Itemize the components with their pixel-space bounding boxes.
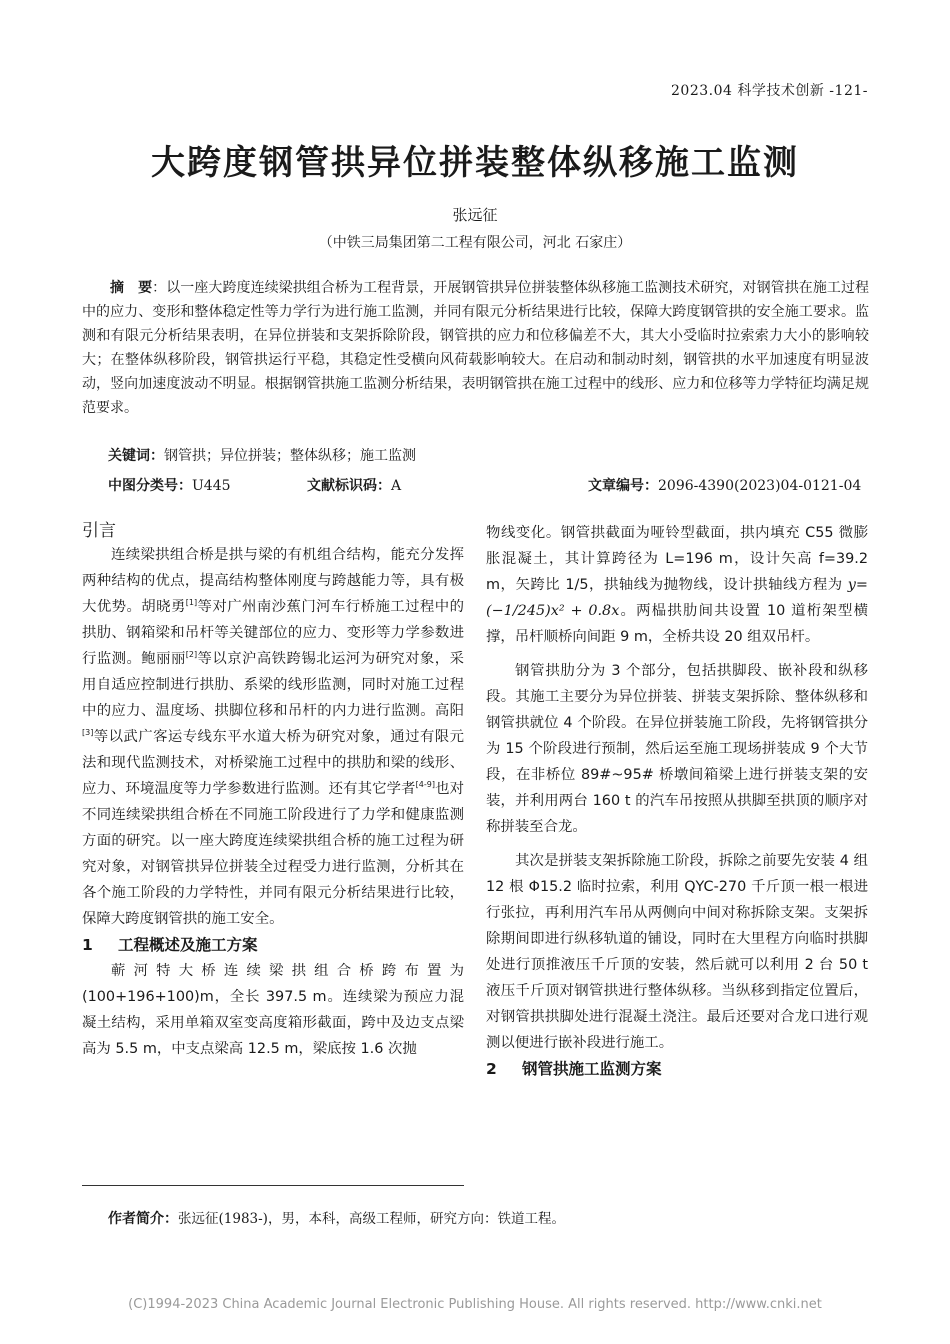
footnote-divider bbox=[82, 1185, 464, 1186]
clc-label: 中图分类号 bbox=[108, 478, 178, 494]
section-1-paragraph: 蕲河特大桥连续梁拱组合桥跨布置为(100+196+100)m，全长 397.5 m。连续梁为预应力混凝土结构，采用单箱双室变高度箱形截面，跨中及边支点梁高为 5.5 m，中支点梁高 12.5 m，梁底按 1.6 次抛 bbox=[82, 963, 464, 1057]
paper-title: 大跨度钢管拱异位拼装整体纵移施工监测 bbox=[151, 143, 799, 183]
author-bio-footnote: 作者简介：张远征(1983-)，男，本科，高级工程师，研究方向：铁道工程。 bbox=[108, 1211, 565, 1227]
clc-value: U445 bbox=[192, 478, 231, 494]
left-column bbox=[82, 520, 464, 1062]
article-number: 文章编号：2096-4390(2023)04-0121-04 bbox=[588, 478, 862, 494]
author-affiliation: （中铁三局集团第二工程有限公司，河北 石家庄） bbox=[318, 235, 632, 251]
keywords: 关键词：钢管拱；异位拼装；整体纵移；施工监测 bbox=[108, 448, 416, 464]
abstract-text: 以一座大跨度连续梁拱组合桥为工程背景，开展钢管拱异位拼装整体纵移施工监测技术研究，对钢管拱在施工过程中的应力、变形和整体稳定性等力学行为进行施工监测，并同有限元分析结果进行比较，保障大跨度钢管拱的安全施工要求。监测和有限元分析结果表明，在异位拼装和支架拆除阶段，钢管拱的应力和位移偏差不大，其大小受临时拉索索力大小的影响较大；在整体纵移阶段，钢管拱运行平稳，其稳定性受横向风荷载影响较大。在启动和制动时刻，钢管拱的水平加速度有明显波动，竖向加速度波动不明显。根据钢管拱施工监测分析结果，表明钢管拱在施工过程中的线形、应力和位移等力学特征均满足规范要求。 bbox=[82, 280, 870, 416]
section-1-heading: 1 工程概述及施工方案 bbox=[82, 936, 258, 954]
arch-segments-paragraph: 钢管拱肋分为 3 个部分，包括拱脚段、嵌补段和纵移段。其施工主要分为异位拼装、拼装支架拆除、整体纵移和钢管拱就位 4 个阶段。在异位拼装施工阶段，先将钢管拱分为 15 个阶段进行预制，然后运至施工现场拼装成 9 个大节段，在非桥位 89#~95# 桥墩间箱梁上进行拼装支架的安装，并利用两台 160 t 的汽车吊按照从拱脚至拱顶的顺序对称拼装至合龙。 bbox=[486, 663, 868, 835]
support-removal-paragraph: 其次是拼装支架拆除施工阶段，拆除之前要先安装 4 组 12 根 Φ15.2 临时拉索，利用 QYC-270 千斤顶一根一根进行张拉，再利用汽车吊从两侧向中间对称拆除支架。支架拆除期间即进行纵移轨道的铺设，同时在大里程方向临时拱脚处进行顶推液压千斤顶的安装，然后就可以利用 2 台 50 t 液压千斤顶对钢管拱进行整体纵移。当纵移到指定位置后，对钢管拱拱脚处进行混凝土浇注。最后还要对合龙口进行观测以便进行嵌补段进行施工。 bbox=[486, 853, 868, 1051]
journal-header: 2023.04 科学技术创新 -121- bbox=[671, 83, 868, 99]
doc-label: 文献标识码 bbox=[307, 478, 377, 494]
doc-value: A bbox=[391, 478, 402, 494]
copyright-watermark: (C)1994-2023 China Academic Journal Electronic Publishing House. All rights reserved. http://www.cnki.net bbox=[128, 1297, 822, 1312]
arch-axis-equation: y=(−1/245)x² + 0.8x bbox=[486, 577, 868, 619]
bio-label: 作者简介 bbox=[108, 1211, 164, 1227]
citation-2: [2] bbox=[185, 650, 198, 660]
abstract-label: 摘 要 bbox=[110, 280, 153, 296]
keywords-text: 钢管拱；异位拼装；整体纵移；施工监测 bbox=[164, 448, 416, 464]
abstract-colon: ： bbox=[152, 280, 167, 296]
author-name: 张远征 bbox=[452, 206, 498, 224]
abstract bbox=[82, 276, 869, 420]
section-2-heading: 2 钢管拱施工监测方案 bbox=[486, 1060, 662, 1078]
article-value: 2096-4390(2023)04-0121-04 bbox=[658, 478, 862, 494]
citation-4-9: [4-9] bbox=[415, 780, 435, 790]
document-code: 文献标识码：A bbox=[307, 478, 402, 494]
project-paragraph-cont: 物线变化。钢管拱截面为哑铃型截面，拱内填充 C55 微膨胀混凝土，其计算跨径为 L=196 m，设计矢高 f=39.2 m，矢跨比 1/5，拱轴线为抛物线，设计拱轴线方程为 y=(−1/245)x² + 0.8x。两榀拱肋间共设置 10 道桁架型横撑，吊杆顺桥向间距 9 m，全桥共设 20 组双吊杆。 bbox=[486, 525, 868, 645]
right-column bbox=[486, 520, 868, 1082]
bio-text: 张远征(1983-)，男，本科，高级工程师，研究方向：铁道工程。 bbox=[178, 1211, 565, 1227]
article-label: 文章编号 bbox=[588, 478, 644, 494]
intro-paragraph: 连续梁拱组合桥是拱与梁的有机组合结构，能充分发挥两种结构的优点，提高结构整体刚度与跨越能力等，具有极大优势。胡晓勇[1]等对广州南沙蕉门河车行桥施工过程中的拱肋、钢箱梁和吊杆等关键部位的应力、变形等力学参数进行监测。鲍丽丽[2]等以京沪高铁跨锡北运河为研究对象，采用自适应控制进行拱肋、系梁的线形监测，同时对施工过程中的应力、温度场、拱脚位移和吊杆的内力进行监测。高阳[3]等以武广客运专线东平水道大桥为研究对象，通过有限元法和现代监测技术，对桥梁施工过程中的拱肋和梁的线形、应力、环境温度等力学参数进行监测。还有其它学者[4-9]也对不同连续梁拱组合桥在不同施工阶段进行了力学和健康监测方面的研究。以一座大跨度连续梁拱组合桥的施工过程为研究对象，对钢管拱异位拼装全过程受力进行监测，分析其在各个施工阶段的力学特性，并同有限元分析结果进行比较，保障大跨度钢管拱的施工安全。 bbox=[82, 547, 464, 927]
clc-number: 中图分类号：U445 bbox=[108, 478, 231, 494]
intro-heading: 引言 bbox=[82, 521, 116, 541]
citation-3: [3] bbox=[82, 728, 94, 738]
keywords-label: 关键词 bbox=[108, 448, 150, 464]
citation-1: [1] bbox=[185, 598, 198, 608]
